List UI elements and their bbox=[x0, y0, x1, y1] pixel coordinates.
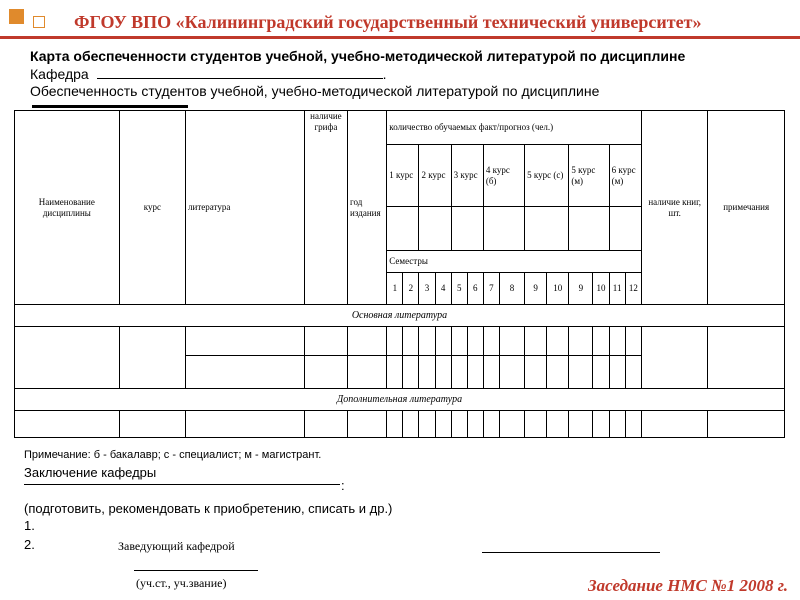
semester-1: 1 bbox=[387, 273, 403, 305]
meeting-caption: Заседание НМС №1 2008 г. bbox=[588, 576, 788, 595]
rank-blank bbox=[134, 570, 258, 571]
header-stamp: наличие грифа bbox=[304, 111, 347, 305]
list-item-1: 1. bbox=[24, 518, 35, 533]
footnote: Примечание: б - бакалавр; с - специалист; м - магистрант. bbox=[24, 449, 322, 461]
orange-bullet-icon bbox=[9, 9, 24, 24]
count-cell bbox=[419, 207, 451, 251]
semester-10b: 10 bbox=[593, 273, 609, 305]
semester-8: 8 bbox=[499, 273, 524, 305]
header-student-count: количество обучаемых факт/прогноз (чел.) bbox=[387, 111, 642, 145]
count-cell bbox=[525, 207, 569, 251]
header-books: наличие книг, шт. bbox=[641, 111, 707, 305]
count-cell bbox=[451, 207, 483, 251]
provision-line: Обеспеченность студентов учебной, учебно-методической литературой по дисциплине bbox=[30, 83, 600, 99]
conclusion-label: Заключение кафедры bbox=[24, 465, 157, 480]
header-course: курс bbox=[119, 111, 185, 305]
course-6m: 6 курс (м) bbox=[609, 145, 641, 207]
course-5s: 5 курс (с) bbox=[525, 145, 569, 207]
semester-2: 2 bbox=[403, 273, 419, 305]
university-title: ФГОУ ВПО «Калининградский государственный технический университет» bbox=[74, 12, 702, 32]
literature-table bbox=[14, 110, 785, 438]
table-row bbox=[15, 327, 785, 356]
conclusion-options: (подготовить, рекомендовать к приобретению, списать и др.) bbox=[24, 501, 393, 516]
rank-caption: (уч.ст., уч.звание) bbox=[136, 576, 227, 590]
department-end: . bbox=[382, 66, 387, 82]
semester-10: 10 bbox=[547, 273, 569, 305]
count-cell bbox=[569, 207, 609, 251]
department-label: Кафедра bbox=[30, 66, 89, 82]
count-cell bbox=[483, 207, 524, 251]
count-cell bbox=[609, 207, 641, 251]
card-title: Карта обеспеченности студентов учебной, учебно-методической литературой по дисциплине bbox=[30, 48, 686, 64]
header-divider bbox=[0, 36, 800, 39]
semester-5: 5 bbox=[451, 273, 467, 305]
course-1: 1 курс bbox=[387, 145, 419, 207]
semester-6: 6 bbox=[467, 273, 483, 305]
department-blank bbox=[97, 66, 383, 79]
header-year: год издания bbox=[348, 111, 387, 305]
department-line bbox=[30, 66, 386, 82]
semester-4: 4 bbox=[435, 273, 451, 305]
header-notes: примечания bbox=[708, 111, 785, 305]
semester-9b: 9 bbox=[569, 273, 593, 305]
header-bar bbox=[0, 0, 800, 40]
conclusion-colon: : bbox=[341, 478, 345, 493]
semester-11: 11 bbox=[609, 273, 625, 305]
semester-3: 3 bbox=[419, 273, 435, 305]
semester-12: 12 bbox=[625, 273, 641, 305]
semesters-label: Семестры bbox=[387, 251, 642, 273]
course-5m: 5 курс (м) bbox=[569, 145, 609, 207]
section-extra: Дополнительная литература bbox=[15, 389, 785, 411]
header-literature: литература bbox=[186, 111, 305, 305]
list-item-2: 2. bbox=[24, 537, 35, 552]
semester-7: 7 bbox=[483, 273, 499, 305]
course-2: 2 курс bbox=[419, 145, 451, 207]
course-3: 3 курс bbox=[451, 145, 483, 207]
square-bullet-icon bbox=[33, 16, 45, 28]
conclusion-blank bbox=[24, 484, 340, 485]
table-row bbox=[15, 411, 785, 438]
department-head-label: Заведующий кафедрой bbox=[118, 539, 235, 553]
section-main: Основная литература bbox=[15, 305, 785, 327]
header-discipline: Наименование дисциплины bbox=[15, 111, 120, 305]
course-4b: 4 курс (б) bbox=[483, 145, 524, 207]
discipline-blank bbox=[32, 102, 188, 108]
count-cell bbox=[387, 207, 419, 251]
semester-9: 9 bbox=[525, 273, 547, 305]
signature-blank bbox=[482, 552, 660, 553]
